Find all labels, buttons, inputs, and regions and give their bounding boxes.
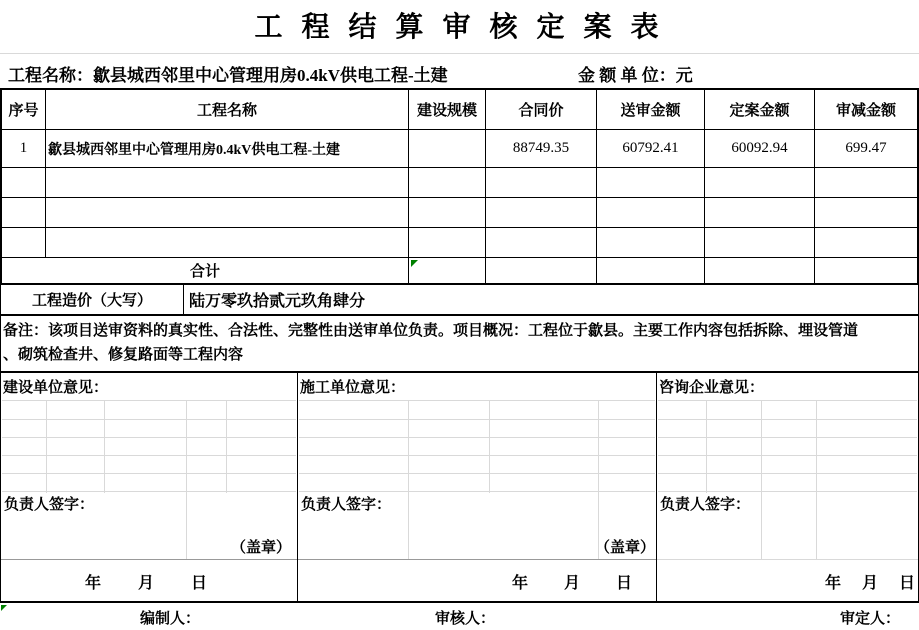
empty-cell	[2, 198, 46, 228]
empty-cell	[46, 228, 409, 258]
page-title: 工 程 结 算 审 核 定 案 表	[254, 12, 665, 43]
total-scale-cell	[409, 258, 486, 283]
date-line	[85, 569, 207, 593]
date-line	[512, 569, 632, 593]
month-label: 月	[563, 574, 580, 592]
remark-line-2: 、砌筑检查井、修复路面等工程内容	[3, 347, 244, 363]
empty-cell	[486, 168, 597, 198]
header-seq: 序号	[2, 90, 46, 130]
gridline	[408, 400, 409, 559]
row1-reduced-amount: 699.47	[815, 130, 917, 168]
date-line	[825, 569, 915, 593]
row1-scale	[409, 130, 486, 168]
header-submitted-amount: 送审金额	[597, 90, 705, 130]
amount-unit-line: 金 额 单 位：元	[578, 66, 693, 85]
gridline	[761, 400, 762, 559]
total-label-cell: 合计	[2, 258, 409, 283]
total-contract-cell	[486, 258, 597, 283]
gridline	[226, 400, 227, 493]
gridline	[299, 419, 655, 420]
sign-label: 负责人签字：	[660, 497, 751, 513]
row1-submitted-amount: 60792.41	[597, 130, 705, 168]
gridline	[299, 437, 655, 438]
opinion-label: 咨询企业意见：	[659, 380, 765, 396]
header-finalized-amount: 定案金额	[705, 90, 815, 130]
seal-divider-line	[1, 559, 297, 560]
reviewer-label: 审核人：	[435, 611, 496, 627]
gridline-under-title	[0, 53, 919, 54]
gridline	[816, 400, 817, 559]
empty-cell	[46, 198, 409, 228]
gridline	[658, 419, 917, 420]
header-reduced-amount: 审减金额	[815, 90, 917, 130]
empty-cell	[2, 228, 46, 258]
gridline	[658, 491, 917, 492]
empty-cell	[815, 228, 917, 258]
settlement-table	[0, 88, 919, 284]
error-indicator-triangle	[1, 605, 7, 611]
gridline	[46, 400, 47, 493]
gridline	[299, 455, 655, 456]
empty-cell	[409, 168, 486, 198]
preparer-label: 编制人：	[140, 611, 201, 627]
empty-cell	[486, 228, 597, 258]
gridline	[104, 400, 105, 493]
sign-label: 负责人签字：	[4, 497, 95, 513]
seal-divider-line	[298, 559, 656, 560]
seal-label: （盖章）	[595, 540, 656, 556]
header-scale: 建设规模	[409, 90, 486, 130]
gridline	[658, 455, 917, 456]
remark-cell	[0, 315, 919, 372]
empty-cell	[705, 228, 815, 258]
gridline	[658, 437, 917, 438]
amount-in-words-label: 工程造价（大写）	[1, 285, 184, 314]
opinion-section-construction-unit	[0, 372, 298, 603]
row1-contract-price: 88749.35	[486, 130, 597, 168]
gridline	[299, 400, 655, 401]
empty-cell	[409, 198, 486, 228]
empty-cell	[409, 228, 486, 258]
header-contract-price: 合同价	[486, 90, 597, 130]
remark-line-1: 备注：该项目送审资料的真实性、合法性、完整性由送审单位负责。项目概况：工程位于歙县。主要工作内容包括拆除、埋设管道	[3, 323, 859, 339]
day-label: 日	[190, 574, 207, 592]
empty-cell	[486, 198, 597, 228]
empty-cell	[597, 228, 705, 258]
row1-seq: 1	[2, 130, 46, 168]
empty-cell	[815, 168, 917, 198]
gridline	[706, 400, 707, 493]
approver-label: 审定人：	[840, 611, 901, 627]
empty-cell	[705, 168, 815, 198]
opinion-section-contractor-unit	[297, 372, 657, 603]
seal-label: （盖章）	[231, 540, 292, 556]
sign-label: 负责人签字：	[301, 497, 392, 513]
amount-in-words-row	[0, 284, 919, 315]
seal-divider-line	[657, 559, 918, 560]
row1-finalized-amount: 60092.94	[705, 130, 815, 168]
total-finalized-cell	[705, 258, 815, 283]
empty-cell	[597, 168, 705, 198]
total-submitted-cell	[597, 258, 705, 283]
year-label: 年	[825, 574, 842, 592]
gridline	[658, 473, 917, 474]
month-label: 月	[861, 574, 878, 592]
empty-cell	[46, 168, 409, 198]
gridline	[186, 400, 187, 559]
empty-cell	[815, 198, 917, 228]
empty-cell	[597, 198, 705, 228]
row1-project-name: 歙县城西邻里中心管理用房0.4kV供电工程-土建	[46, 130, 409, 168]
day-label: 日	[615, 574, 632, 592]
empty-cell	[705, 198, 815, 228]
gridline	[299, 473, 655, 474]
gridline	[299, 491, 655, 492]
gridline	[489, 400, 490, 493]
error-indicator-triangle	[411, 260, 418, 267]
project-name-line: 工程名称：歙县城西邻里中心管理用房0.4kV供电工程-土建	[8, 66, 448, 85]
gridline	[658, 400, 917, 401]
day-label: 日	[898, 574, 915, 592]
month-label: 月	[137, 574, 154, 592]
empty-cell	[2, 168, 46, 198]
opinion-label: 施工单位意见：	[300, 380, 406, 396]
amount-in-words-value: 陆万零玖拾贰元玖角肆分	[189, 293, 366, 310]
opinion-section-consulting-enterprise	[656, 372, 919, 603]
total-reduced-cell	[815, 258, 917, 283]
opinion-label: 建设单位意见：	[3, 380, 109, 396]
year-label: 年	[512, 574, 529, 592]
year-label: 年	[85, 574, 102, 592]
header-project-name: 工程名称	[46, 90, 409, 130]
